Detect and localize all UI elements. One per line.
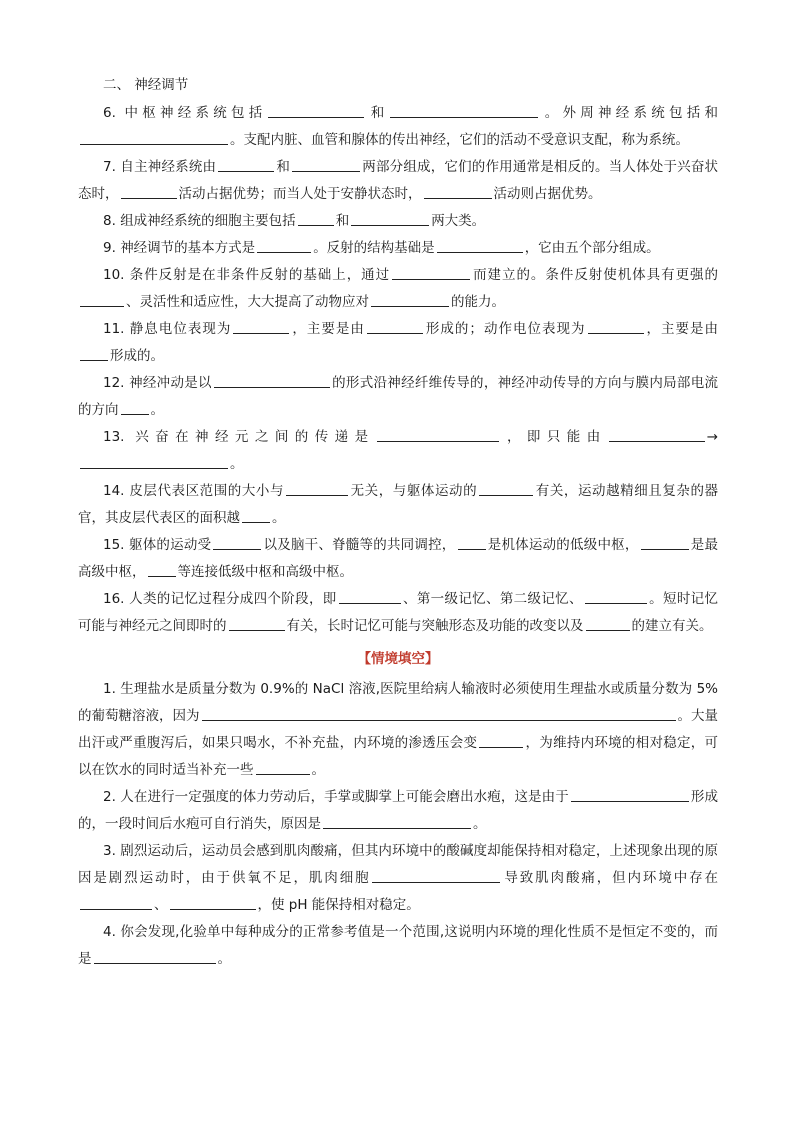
answer-blank[interactable] (268, 102, 364, 118)
answer-blank[interactable] (609, 426, 705, 442)
answer-blank[interactable] (377, 426, 499, 442)
answer-blank[interactable] (372, 867, 500, 883)
question-10: 10. 条件反射是在非条件反射的基础上，通过 而建立的。条件反射使机体具有更强的、灵活性和适应性，大大提高了动物应对 的能力。 (78, 262, 718, 316)
answer-blank[interactable] (80, 345, 108, 361)
answer-blank[interactable] (213, 534, 261, 550)
question-13: 13. 兴奋在神经元之间的传递是 ，即只能由 →。 (78, 424, 718, 478)
answer-blank[interactable] (588, 318, 644, 334)
answer-blank[interactable] (214, 372, 330, 388)
answer-blank[interactable] (256, 759, 310, 775)
context-question-4: 4. 你会发现,化验单中每种成分的正常参考值是一个范围,这说明内环境的理化性质不是恒定不变的，而是 。 (78, 924, 718, 967)
answer-blank[interactable] (367, 318, 423, 334)
answer-blank[interactable] (94, 948, 216, 964)
context-section-title: 【情境填空】 (357, 651, 439, 667)
answer-blank[interactable] (298, 210, 334, 226)
answer-blank[interactable] (479, 480, 533, 496)
answer-blank[interactable] (437, 237, 523, 253)
answer-blank[interactable] (323, 813, 471, 829)
answer-blank[interactable] (242, 507, 270, 523)
question-16: 16. 人类的记忆过程分成四个阶段，即 、第一级记忆、第二级记忆、 。短时记忆可能与神经元之间即时的 有关，长时记忆可能与突触形态及功能的改变以及 的建立有关。 (78, 586, 718, 640)
answer-blank[interactable] (286, 480, 348, 496)
answer-blank[interactable] (585, 588, 647, 604)
context-question-3: 3. 剧烈运动后，运动员会感到肌肉酸痛，但其内环境中的酸碱度却能保持相对稳定，上述现象出现的原因是剧烈运动时，由于供氧不足，肌肉细胞 导致肌肉酸痛，但内环境中存在、 ，使 pH 能保持相对稳定。 (78, 843, 719, 913)
answer-blank[interactable] (80, 894, 152, 910)
question-12: 12. 神经冲动是以 的形式沿神经纤维传导的，神经冲动传导的方向与膜内局部电流的方向 。 (78, 370, 718, 424)
answer-blank[interactable] (390, 102, 538, 118)
answer-blank[interactable] (80, 129, 228, 145)
question-9: 9. 神经调节的基本方式是 。反射的结构基础是 ，它由五个部分组成。 (78, 235, 718, 262)
answer-blank[interactable] (392, 264, 470, 280)
answer-blank[interactable] (229, 615, 285, 631)
section-title: 二、 神经调节 (103, 77, 189, 93)
answer-blank[interactable] (148, 561, 176, 577)
context-question-1: 1. 生理盐水是质量分数为 0.9%的 NaCl 溶液,医院里给病人输液时必须使用生理盐水或质量分数为 5%的葡萄糖溶液，因为 。大量出汗或严重腹泻后，如果只喝水，不补充盐，内环境的渗透压会变 ，为维持内环境的相对稳定，可以在饮水的同时适当补充一些 。 (78, 681, 719, 778)
question-8: 8. 组成神经系统的细胞主要包括 和 两大类。 (78, 208, 718, 235)
answer-blank[interactable] (257, 237, 311, 253)
question-7: 7. 自主神经系统由 和 两部分组成，它们的作用通常是相反的。当人体处于兴奋状态时， 活动占据优势；而当人处于安静状态时， 活动则占据优势。 (78, 154, 718, 208)
answer-blank[interactable] (458, 534, 486, 550)
answer-blank[interactable] (586, 615, 630, 631)
answer-blank[interactable] (292, 156, 360, 172)
answer-blank[interactable] (80, 453, 228, 469)
answer-blank[interactable] (233, 318, 289, 334)
answer-blank[interactable] (170, 894, 256, 910)
answer-blank[interactable] (571, 786, 689, 802)
answer-blank[interactable] (424, 183, 492, 199)
answer-blank[interactable] (80, 291, 124, 307)
question-14: 14. 皮层代表区范围的大小与 无关，与躯体运动的 有关，运动越精细且复杂的器官，其皮层代表区的面积越 。 (78, 478, 718, 532)
answer-blank[interactable] (121, 183, 177, 199)
question-6: 6. 中枢神经系统包括 和 。外周神经系统包括和。支配内脏、血管和腺体的传出神经，它们的活动不受意识支配，称为系统。 (78, 100, 718, 154)
context-question-2: 2. 人在进行一定强度的体力劳动后，手掌或脚掌上可能会磨出水疱，这是由于 形成的，一段时间后水疱可自行消失，原因是 。 (78, 784, 718, 838)
answer-blank[interactable] (202, 705, 676, 721)
answer-blank[interactable] (371, 291, 449, 307)
answer-blank[interactable] (641, 534, 689, 550)
answer-blank[interactable] (339, 588, 401, 604)
answer-blank[interactable] (479, 732, 523, 748)
answer-blank[interactable] (351, 210, 429, 226)
question-15: 15. 躯体的运动受 以及脑干、脊髓等的共同调控， 是机体运动的低级中枢， 是最高级中枢， 等连接低级中枢和高级中枢。 (78, 532, 718, 586)
answer-blank[interactable] (218, 156, 274, 172)
answer-blank[interactable] (121, 399, 149, 415)
question-11: 11. 静息电位表现为 ，主要是由 形成的；动作电位表现为 ，主要是由形成的。 (78, 316, 718, 370)
